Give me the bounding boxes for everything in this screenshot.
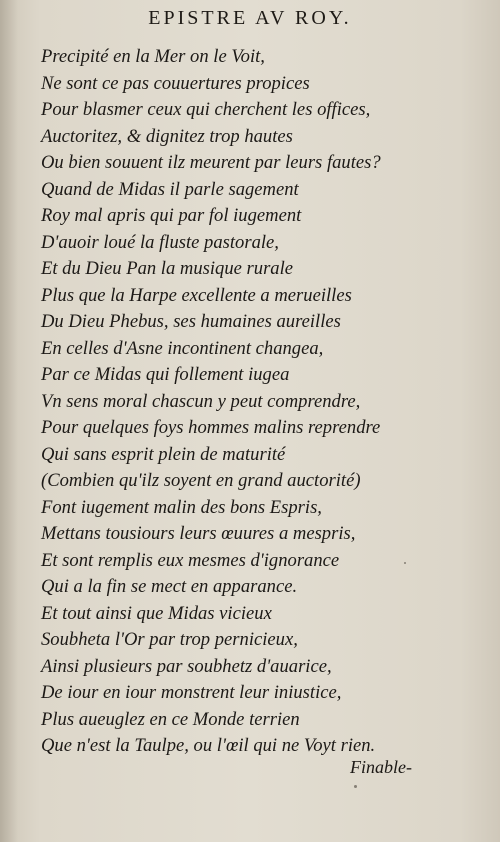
- verse-text-block: [41, 44, 481, 760]
- ink-speck: [354, 785, 357, 788]
- verse-line: Roy mal apris qui par fol iugement: [41, 205, 302, 226]
- verse-line: Que n'est la Taulpe, ou l'œil qui ne Voyt rien.: [41, 735, 376, 756]
- ink-speck: [404, 562, 406, 564]
- verse-line: Qui sans esprit plein de maturité: [41, 443, 286, 465]
- verse-line: Et du Dieu Pan la musique rurale: [41, 258, 294, 279]
- verse-line: Soubheta l'Or par trop pernicieux,: [41, 629, 298, 650]
- catchword: Finable-: [350, 757, 412, 777]
- verse-line: Pour blasmer ceux qui cherchent les offices,: [41, 99, 371, 120]
- verse-line: Du Dieu Phebus, ses humaines aureilles: [41, 311, 341, 332]
- verse-line: (Combien qu'ilz soyent en grand auctorité): [41, 470, 361, 491]
- verse-line: Ne sont ce pas couuertures propices: [41, 72, 310, 94]
- verse-line: Plus que la Harpe excellente a merueilles: [41, 284, 352, 306]
- verse-line: Et tout ainsi que Midas vicieux: [41, 602, 272, 624]
- verse-line: Precipité en la Mer on le Voit,: [41, 46, 265, 67]
- verse-line: Pour quelques foys hommes malins reprendre: [41, 417, 381, 438]
- verse-line: D'auoir loué la fluste pastorale,: [41, 231, 279, 253]
- page-gutter-shadow: [0, 0, 18, 842]
- verse-line: De iour en iour monstrent leur iniustice,: [41, 682, 342, 703]
- verse-line: Et sont remplis eux mesmes d'ignorance: [41, 549, 340, 571]
- verse-line: Par ce Midas qui follement iugea: [41, 364, 290, 385]
- verse-line: Plus aueuglez en ce Monde terrien: [41, 708, 300, 730]
- verse-line: En celles d'Asne incontinent changea,: [41, 337, 324, 359]
- verse-line: Vn sens moral chascun y peut comprendre,: [41, 390, 361, 412]
- verse-line: Font iugement malin des bons Espris,: [41, 496, 322, 518]
- verse-line: Qui a la fin se mect en apparance.: [41, 576, 298, 597]
- verse-line: Ou bien souuent ilz meurent par leurs fautes?: [41, 152, 381, 173]
- running-title: EPISTRE AV ROY.: [148, 7, 352, 29]
- verse-line: Ainsi plusieurs par soubhetz d'auarice,: [41, 655, 332, 677]
- verse-line: Auctoritez, & dignitez trop hautes: [41, 125, 293, 147]
- verse-line: Quand de Midas il parle sagement: [41, 178, 299, 200]
- verse-line: Mettans tousiours leurs œuures a mespris,: [41, 523, 356, 544]
